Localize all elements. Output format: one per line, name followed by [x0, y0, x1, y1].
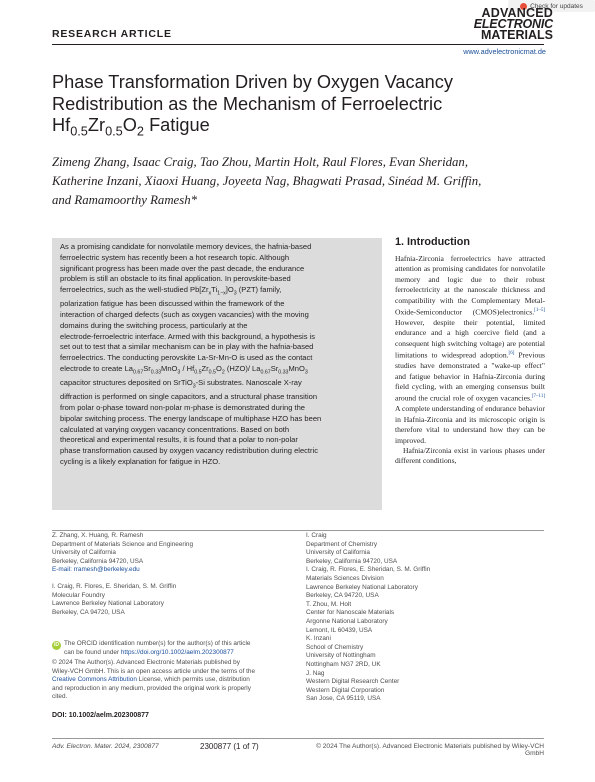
- author-list: [52, 153, 546, 210]
- aff-line: Western Digital Research Center: [306, 678, 400, 686]
- abstract-line: [60, 378, 376, 392]
- abstract-line: ferroelectrics. The conducting perovskite La-Sr-Mn-O is used as the contact: [60, 353, 313, 362]
- title-line-2: Redistribution as the Mechanism of Ferroelectric: [52, 93, 443, 114]
- copyright-text: License, which permits use, distribution: [136, 676, 250, 684]
- abstract-span: Sr: [143, 363, 151, 373]
- aff-line: San Jose, CA 95119, USA: [306, 695, 381, 703]
- article-title: [52, 72, 522, 142]
- footer-rule: [52, 738, 544, 739]
- abstract-line: diffraction is performed on single capacitors, and a structural phase transition: [60, 392, 318, 402]
- intro-p1-d: A complete understanding of endurance behavior in Hafnia-Zirconia and its microscopic origin is therefore vital to understand how they can be improved.: [395, 404, 545, 445]
- intro-p1-c: Previous studies have demonstrated a "wake-up effect" and fatigue behavior in Hafnia-Zirconia during field cycling, with an emerging consensus built around the crucial role of oxygen vacancies.: [395, 350, 545, 403]
- abstract-line: polarization fatigue has been discussed within the framework of the: [60, 299, 285, 309]
- journal-url-link[interactable]: www.advelectronicmat.de: [463, 47, 546, 56]
- journal-logo: [463, 8, 553, 41]
- abstract-line: from polar o-phase toward non-polar m-phase is demonstrated during the: [60, 403, 305, 412]
- abstract-sub: 3: [192, 383, 196, 390]
- aff-names: Z. Zhang, X. Huang, R. Ramesh: [52, 532, 144, 539]
- orcid-icon[interactable]: iD: [54, 642, 59, 648]
- ref-link[interactable]: [1–5]: [534, 308, 545, 314]
- affiliations-left: [52, 532, 302, 617]
- intro-paragraph-1: [395, 254, 545, 446]
- abstract-sub: 0.67: [133, 369, 144, 376]
- title-sub-1: 0.5: [70, 123, 88, 139]
- title-zr: Zr: [87, 115, 106, 135]
- aff-names: I. Craig, R. Flores, E. Sheridan, S. M. Griffin: [52, 582, 177, 590]
- abstract-line: calculated at varying oxygen vacancy concentrations. Based on both: [60, 424, 290, 434]
- aff-line: Lawrence Berkeley National Laboratory: [52, 600, 164, 608]
- abstract-box: [52, 238, 382, 510]
- aff-line: Berkeley, CA 94720, USA: [306, 592, 379, 600]
- aff-line: Berkeley, California 94720, USA: [52, 557, 144, 565]
- aff-line: Department of Chemistry: [306, 540, 378, 548]
- orcid-text: can be found under: [64, 648, 121, 656]
- aff-names: J. Nag: [306, 669, 325, 677]
- ref-link[interactable]: [7–11]: [531, 394, 545, 400]
- abstract-line: bipolar switching process. The energy landscape of multiphase HZO has been: [60, 413, 322, 423]
- abstract-line: ferroelectric system has recently been a hot research topic. Although: [60, 252, 290, 262]
- abstract-line: problem is still an obstacle to its final application. In perovskite-based: [60, 274, 291, 284]
- aff-line: Lawrence Berkeley National Laboratory: [306, 583, 418, 591]
- abstract-line: set out to test that a similar mechanism can be in play with the hafnia-based: [60, 342, 314, 352]
- header-rule: [52, 44, 544, 45]
- ref-link[interactable]: [6]: [508, 351, 515, 357]
- abstract-span: O: [215, 363, 222, 373]
- aff-line: Western Digital Corporation: [306, 686, 385, 694]
- abstract-line: significant progress has been made over the past decade, the endurance: [60, 263, 305, 273]
- abstract-line: interaction of charged defects (such as oxygen vacancies) with the moving: [60, 310, 309, 319]
- abstract-sub: 3: [233, 290, 237, 297]
- footer-page-number: 2300877 (1 of 7): [200, 742, 259, 751]
- abstract-span: electrode to create La: [60, 363, 133, 373]
- copyright-line: cited.: [52, 693, 68, 701]
- aff-line: Berkeley, CA 94720, USA: [52, 608, 125, 616]
- aff-line: School of Chemistry: [306, 643, 364, 651]
- copyright-line: [52, 676, 304, 685]
- footer-journal: Adv. Electron. Mater. 2024, 2300877: [52, 743, 159, 750]
- abstract-sub: 0.5: [194, 369, 202, 376]
- title-hf: Hf: [52, 115, 71, 135]
- title-line-1: Phase Transformation Driven by Oxygen Vacancy: [52, 72, 453, 92]
- abstract-span: (PZT) family,: [236, 285, 282, 294]
- cc-license-link[interactable]: Creative Commons Attribution: [52, 676, 137, 684]
- aff-line: University of Nottingham: [306, 652, 376, 660]
- abstract-line: theoretical and experimental results, it is found that a polar to non-polar: [60, 435, 298, 445]
- author-line-1: Zimeng Zhang, Isaac Craig, Tao Zhou, Martin Holt, Raul Flores, Evan Sheridan,: [52, 155, 469, 169]
- orcid-line: The ORCID identification number(s) for the author(s) of this article: [64, 640, 251, 647]
- title-sub-2: 0.5: [105, 123, 123, 139]
- abstract-line: [60, 364, 376, 378]
- abstract-sub: 1−x: [217, 290, 226, 297]
- logo-line-2: ELECTRONIC: [473, 17, 553, 31]
- abstract-span: Ti: [211, 285, 218, 294]
- affiliations-right: [306, 532, 546, 704]
- abstract-span: -Si substrates. Nanoscale X-ray: [195, 378, 302, 387]
- aff-names: I. Craig, R. Flores, E. Sheridan, S. M. Griffin: [306, 566, 431, 574]
- abstract-span: ferroelectrics, such as the well-studied Pb[Zr: [60, 285, 209, 294]
- abstract-sub: 3: [177, 369, 181, 376]
- aff-line: Nottingham NG7 2RD, UK: [306, 660, 381, 668]
- aff-line: Berkeley, California 94720, USA: [306, 557, 398, 565]
- aff-names: T. Zhou, M. Holt: [306, 600, 352, 608]
- abstract-line: [60, 285, 376, 299]
- email-link[interactable]: E-mail: rramesh@berkeley.edu: [52, 566, 140, 574]
- abstract-span: (HZO)/ La: [224, 363, 261, 373]
- copyright-line: Wiley-VCH GmbH. This is an open access article under the terms of the: [52, 667, 256, 675]
- aff-line: University of California: [52, 549, 116, 557]
- abstract-sub: 0.33: [150, 369, 162, 376]
- aff-line: Molecular Foundry: [52, 591, 105, 599]
- abstract-span: MnO: [288, 363, 305, 373]
- orcid-note: [64, 640, 314, 657]
- title-sub-3: 2: [136, 123, 145, 139]
- introduction-body: [395, 254, 545, 467]
- affiliation-divider: [52, 530, 544, 531]
- abstract-line: phase transformation caused by oxygen vacancy redistribution during electric: [60, 446, 318, 455]
- abstract-line: electrode-ferroelectric interface. Armed with this background, a hypothesis is: [60, 331, 316, 341]
- intro-p1-a: Hafnia-Zirconia ferroelectrics have attracted attention as promising candidates for nonvolatile memory and logic due to their robust ferroelectricity at the nanoscale thickness and compatibility with the Complementary Metal-Oxide-Semiconductor (CMOS)electronics.: [395, 254, 545, 317]
- orcid-line: [64, 649, 314, 658]
- abstract-line: As a promising candidate for nonvolatile memory devices, the hafnia-based: [60, 242, 312, 251]
- abstract-span: MnO: [161, 363, 178, 373]
- aff-line: University of California: [306, 549, 370, 557]
- aff-names: K. Inzani: [306, 635, 331, 643]
- abstract-sub: 0.67: [260, 369, 271, 376]
- abstract-span: Sr: [270, 363, 279, 373]
- abstract-span: ]O: [225, 285, 234, 294]
- article-type-label: RESEARCH ARTICLE: [52, 28, 172, 40]
- logo-line-3: MATERIALS: [481, 28, 553, 42]
- aff-line: Materials Sciences Division: [306, 574, 384, 582]
- abstract-span: capacitor structures deposited on SrTiO: [60, 378, 193, 387]
- logo-line-1: ADVANCED: [481, 6, 553, 20]
- title-o: O: [122, 115, 137, 135]
- doi-link[interactable]: DOI: 10.1002/aelm.202300877: [52, 712, 149, 719]
- introduction-heading: 1. Introduction: [395, 236, 470, 248]
- abstract-sub: 0.5: [208, 369, 216, 376]
- abstract-line: domains during the switching process, particularly at the: [60, 320, 248, 330]
- check-updates-label: Check for updates: [530, 2, 583, 10]
- footer-copyright: © 2024 The Author(s). Advanced Electronic Materials published by Wiley-VCH GmbH: [316, 743, 544, 757]
- abstract-sub: 3: [304, 369, 308, 376]
- copyright-note: [52, 659, 304, 702]
- title-line-3: [52, 115, 522, 142]
- aff-line: Center for Nanoscale Materials: [306, 609, 395, 617]
- copyright-line: and reproduction in any medium, provided the original work is properly: [52, 684, 251, 692]
- intro-paragraph-2: Hafnia/Zirconia exist in various phases under different conditions,: [395, 445, 545, 466]
- copyright-line: © 2024 The Author(s). Advanced Electronic Materials published by: [52, 659, 240, 666]
- abstract-span: Zr: [201, 363, 209, 373]
- orcid-doi-link[interactable]: https://doi.org/10.1002/aelm.202300877: [120, 648, 234, 656]
- aff-line: Department of Materials Science and Engineering: [52, 540, 194, 548]
- aff-names: I. Craig: [306, 532, 327, 539]
- abstract-span: / Hf: [180, 363, 195, 373]
- abstract-text: [60, 242, 376, 468]
- abstract-line: cycling is a likely explanation for fatigue in HZO.: [60, 456, 221, 466]
- abstract-sub: x: [208, 290, 212, 297]
- abstract-sub: 0.33: [278, 369, 289, 376]
- title-fatigue: Fatigue: [144, 115, 210, 135]
- abstract-sub: 2: [221, 369, 225, 376]
- aff-line: Lemont, IL 60439, USA: [306, 626, 373, 634]
- author-line-3: and Ramamoorthy Ramesh*: [52, 193, 198, 207]
- aff-line: Argonne National Laboratory: [306, 617, 388, 625]
- intro-p1-b: However, despite their potential, limited endurance and a high coercive field (and a consequent high switching voltage) are potential limitations to widespread adoption.: [395, 317, 545, 360]
- author-line-2: Katherine Inzani, Xiaoxi Huang, Joyeeta Nag, Bhagwati Prasad, Sinéad M. Griffin,: [52, 174, 482, 188]
